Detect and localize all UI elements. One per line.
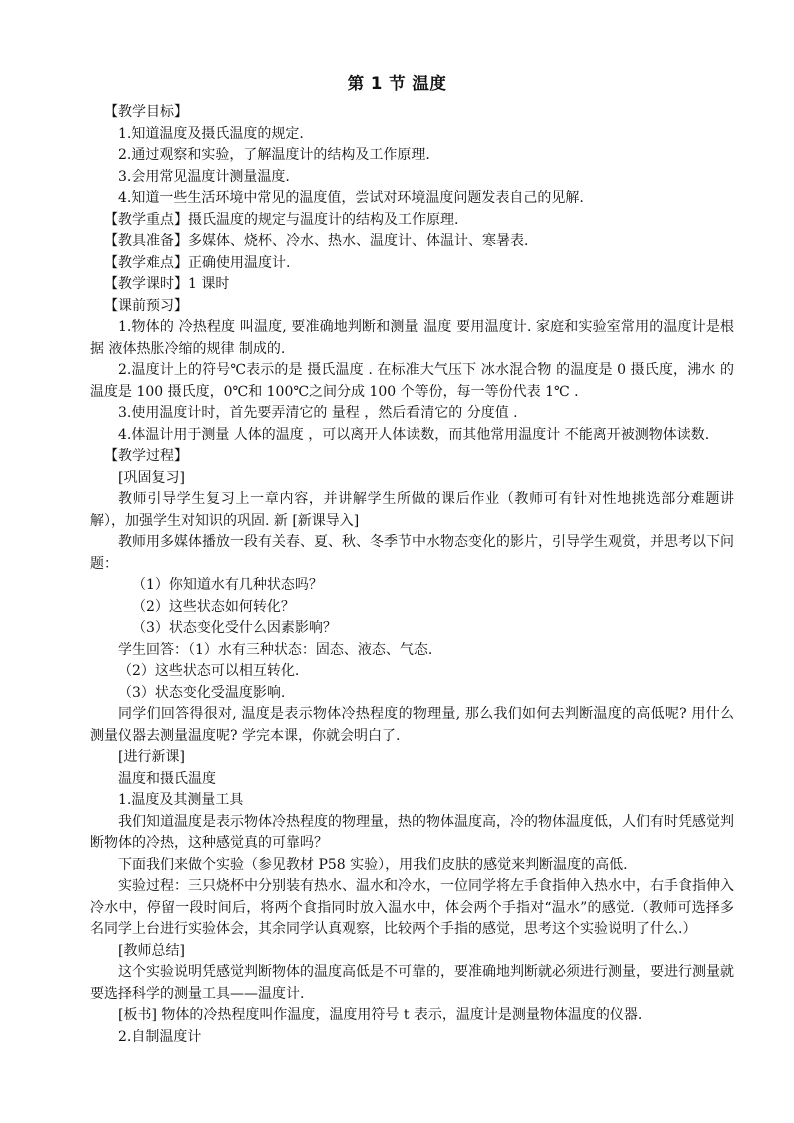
paragraph: 我们知道温度是表示物体冷热程度的物理量，热的物体温度高，冷的物体温度低，人们有时凭感觉判断物体的冷热，这种感觉真的可靠吗？ xyxy=(90,813,734,851)
paragraph: （2）这些状态可以相互转化. xyxy=(118,663,300,679)
paragraph: 【教学过程】 xyxy=(104,448,188,464)
paragraph: 【课前预习】 xyxy=(104,297,188,314)
paragraph: 【教学重点】摄氏温度的规定与温度计的结构及工作原理. xyxy=(104,211,459,228)
paragraph: （2）这些状态如何转化？ xyxy=(132,598,295,615)
paragraph: （3）状态变化受什么因素影响？ xyxy=(132,620,337,636)
paragraph: 教师引导学生复习上一章内容，并讲解学生所做的课后作业（教师可有针对性地挑选部分难题讲解），加强学生对知识的巩固. 新 [新课导入] xyxy=(90,491,734,529)
paragraph: 【教学目标】 xyxy=(104,104,188,120)
paragraph: 4.知道一些生活环境中常见的温度值，尝试对环境温度问题发表自己的见解. xyxy=(118,190,584,206)
paragraph: 实验过程：三只烧杯中分别装有热水、温水和冷水，一位同学将左手食指伸入热水中，右手食指伸入冷水中，停留一段时间后，将两个食指同时放入温水中，体会两个手指对“温水”的感觉.（教师可选择多名同学上台进行实验体会，其余同学认真观察，比较两个手指的感觉，思考这个实验说明了什么.） xyxy=(90,878,734,937)
paragraph: 1.知道温度及摄氏温度的规定. xyxy=(118,125,304,142)
paragraph: 3.会用常见温度计测量温度. xyxy=(118,168,290,185)
paragraph: 教师用多媒体播放一段有关春、夏、秋、冬季节中水物态变化的影片，引导学生观赏，并思考以下问题： xyxy=(90,534,734,572)
paragraph: [进行新课] xyxy=(118,749,185,765)
paragraph: [教师总结] xyxy=(118,942,185,959)
paragraph: （1）你知道水有几种状态吗？ xyxy=(132,577,323,593)
paragraph: 学生回答：（1）水有三种状态：固态、液态、气态. xyxy=(118,641,433,658)
paragraph: 【教学课时】1 课时 xyxy=(104,276,230,292)
paragraph: 3.使用温度计时，首先要弄清它的 量程 ，然后看清它的 分度值 . xyxy=(118,405,518,421)
paragraph: [巩固复习] xyxy=(118,469,185,486)
paragraph: 温度和摄氏温度 xyxy=(118,770,216,787)
paragraph: 下面我们来做个实验（参见教材 P58 实验），用我们皮肤的感觉来判断温度的高低. xyxy=(118,856,628,873)
paragraph: 2.自制温度计 xyxy=(118,1028,202,1045)
paragraph: 2.温度计上的符号℃表示的是 摄氏温度 . 在标准大气压下 冰水混合物 的温度是 0 摄氏度，沸水 的温度是 100 摄氏度，0℃和 100℃之间分成 100 个等份，每一等份代表 1℃ . xyxy=(90,362,734,400)
document-body xyxy=(90,102,734,1048)
document-title: 第 1 节 温度 xyxy=(347,74,447,93)
paragraph: 1.温度及其测量工具 xyxy=(118,792,244,808)
paragraph: [板书] 物体的冷热程度叫作温度，温度用符号 t 表示，温度计是测量物体温度的仪器. xyxy=(118,1007,643,1023)
paragraph: 【教学难点】正确使用温度计. xyxy=(104,254,291,271)
paragraph: 1.物体的 冷热程度 叫温度, 要准确地判断和测量 温度 要用温度计. 家庭和实验室常用的温度计是根据 液体热胀冷缩的规律 制成的. xyxy=(90,319,734,357)
paragraph: 4.体温计用于测量 人体的温度 ，可以离开人体读数，而其他常用温度计 不能离开被测物体读数. xyxy=(118,426,710,443)
paragraph: （3）状态变化受温度影响. xyxy=(118,684,286,701)
paragraph: 【教具准备】多媒体、烧杯、冷水、热水、温度计、体温计、寒暑表. xyxy=(104,233,529,249)
paragraph: 这个实验说明凭感觉判断物体的温度高低是不可靠的，要准确地判断就必须进行测量，要进行测量就要选择科学的测量工具——温度计. xyxy=(90,964,734,1002)
paragraph: 2.通过观察和实验，了解温度计的结构及工作原理. xyxy=(118,147,430,163)
paragraph: 同学们回答得很对, 温度是表示物体冷热程度的物理量, 那么我们如何去判断温度的高低呢? 用什么测量仪器去测量温度呢? 学完本课，你就会明白了. xyxy=(90,706,734,744)
